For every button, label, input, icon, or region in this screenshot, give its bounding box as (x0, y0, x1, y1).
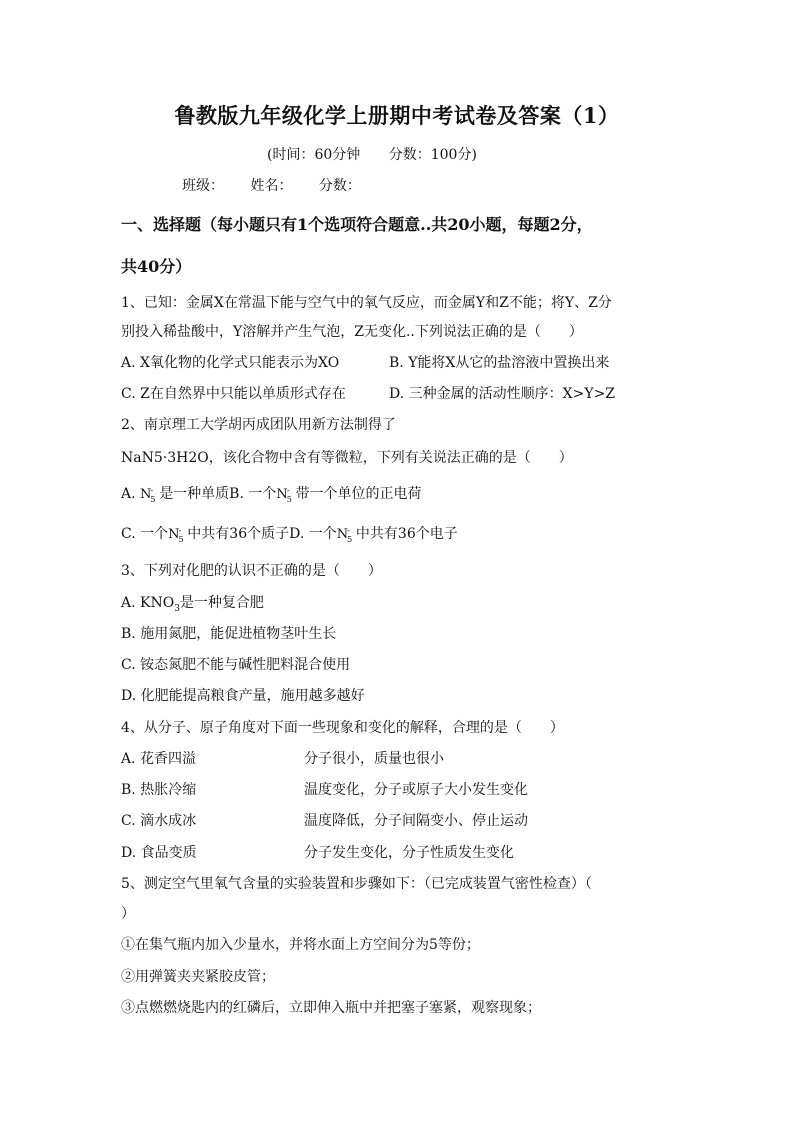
question-4-option-b: B. 热胀冷缩 (121, 782, 197, 798)
option-a: A. X氧化物的化学式只能表示为XO (121, 355, 340, 371)
question-3-stem: 3、下列对化肥的认识不正确的是（ ） (121, 563, 382, 579)
option-a-b-text: 是一种单质B. 一个 (159, 486, 277, 502)
question-4-explanation-a: 分子很小，质量也很小 (304, 751, 444, 767)
option-c-d-text: 中共有36个质子D. 一个 (187, 526, 337, 542)
question-2-options-cd (121, 523, 458, 544)
option-d: D. 三种金属的活动性顺序：X>Y>Z (389, 386, 616, 402)
question-1-options-cd (121, 383, 615, 403)
question-1-stem: 1、已知：金属X在常温下能与空气中的氧气反应，而金属Y和Z不能；将Y、Z分 (121, 295, 612, 311)
option-b-text: 带一个单位的正电荷 (295, 486, 422, 502)
question-4-explanation-b: 温度变化，分子或原子大小发生变化 (304, 782, 528, 798)
question-5-step-2: ②用弹簧夹夹紧胶皮管； (121, 969, 275, 985)
question-5-stem: 5、测定空气里氧气含量的实验装置和步骤如下：（已完成装置气密性检查）（ (121, 876, 592, 892)
name-label: 姓名： (250, 178, 293, 194)
ion-symbol: $N_5^-$ (140, 485, 156, 504)
option-a-prefix: A. (121, 486, 141, 502)
question-2-stem: 2、南京理工大学胡丙成团队用新方法制得了 (121, 417, 396, 433)
ion-symbol: $N_5^-$ (168, 525, 184, 544)
question-4-option-c: C. 滴水成冰 (121, 813, 197, 829)
ion-symbol: $N_5^-$ (336, 525, 353, 544)
question-3-option-b: B. 施用氮肥，能促进植物茎叶生长 (121, 626, 337, 642)
question-5-stem-cont: ） (121, 906, 135, 922)
question-3-option-a: A. $KNO_3$是一种复合肥 (121, 595, 264, 614)
question-1-stem-cont: 别投入稀盐酸中，Y溶解并产生气泡，Z无变化..下列说法正确的是（ ） (121, 324, 583, 340)
question-4-option-d: D. 食品变质 (121, 845, 197, 861)
page-title: 鲁教版九年级化学上册期中考试卷及答案（1） (174, 103, 620, 128)
question-4-option-a: A. 花香四溢 (121, 751, 197, 767)
section-heading-cont: 共40分） (121, 257, 192, 276)
question-5-step-3: ③点燃燃烧匙内的红磷后，立即伸入瓶中并把塞子塞紧，观察现象； (121, 1000, 541, 1016)
question-2-stem-cont: NaN5·3H2O，该化合物中含有等微粒，下列有关说法正确的是（ ） (121, 450, 573, 466)
question-3-option-d: D. 化肥能提高粮食产量，施用越多越好 (121, 688, 365, 704)
question-4-explanation-d: 分子发生变化，分子性质发生变化 (304, 845, 514, 861)
question-2-options-ab (121, 483, 422, 504)
exam-time: (时间：60分钟 (267, 147, 361, 163)
option-b: B. Y能将X从它的盐溶液中置换出来 (389, 355, 610, 371)
section-heading: 一、选择题（每小题只有1个选项符合题意..共20小题，每题2分， (121, 215, 593, 234)
option-c-prefix: C. 一个 (121, 526, 169, 542)
question-3-option-c: C. 铵态氮肥不能与碱性肥料混合使用 (121, 657, 351, 673)
option-c: C. Z在自然界中只能以单质形式存在 (121, 386, 346, 402)
question-5-step-1: ①在集气瓶内加入少量水，并将水面上方空间分为5等份； (121, 937, 480, 953)
exam-time-score (267, 144, 477, 164)
ion-symbol: $N_5^-$ (276, 485, 292, 504)
marks-label: 分数： (318, 178, 361, 194)
question-4-explanation-c: 温度降低，分子间隔变小、停止运动 (304, 813, 528, 829)
student-info (182, 175, 383, 195)
question-1-options-ab (121, 352, 609, 372)
class-label: 班级： (182, 178, 224, 194)
question-4-stem: 4、从分子、原子角度对下面一些现象和变化的解释，合理的是（ ） (121, 720, 564, 736)
exam-score: 分数：100分) (388, 147, 477, 163)
option-d-text: 中共有36个电子 (355, 526, 458, 542)
